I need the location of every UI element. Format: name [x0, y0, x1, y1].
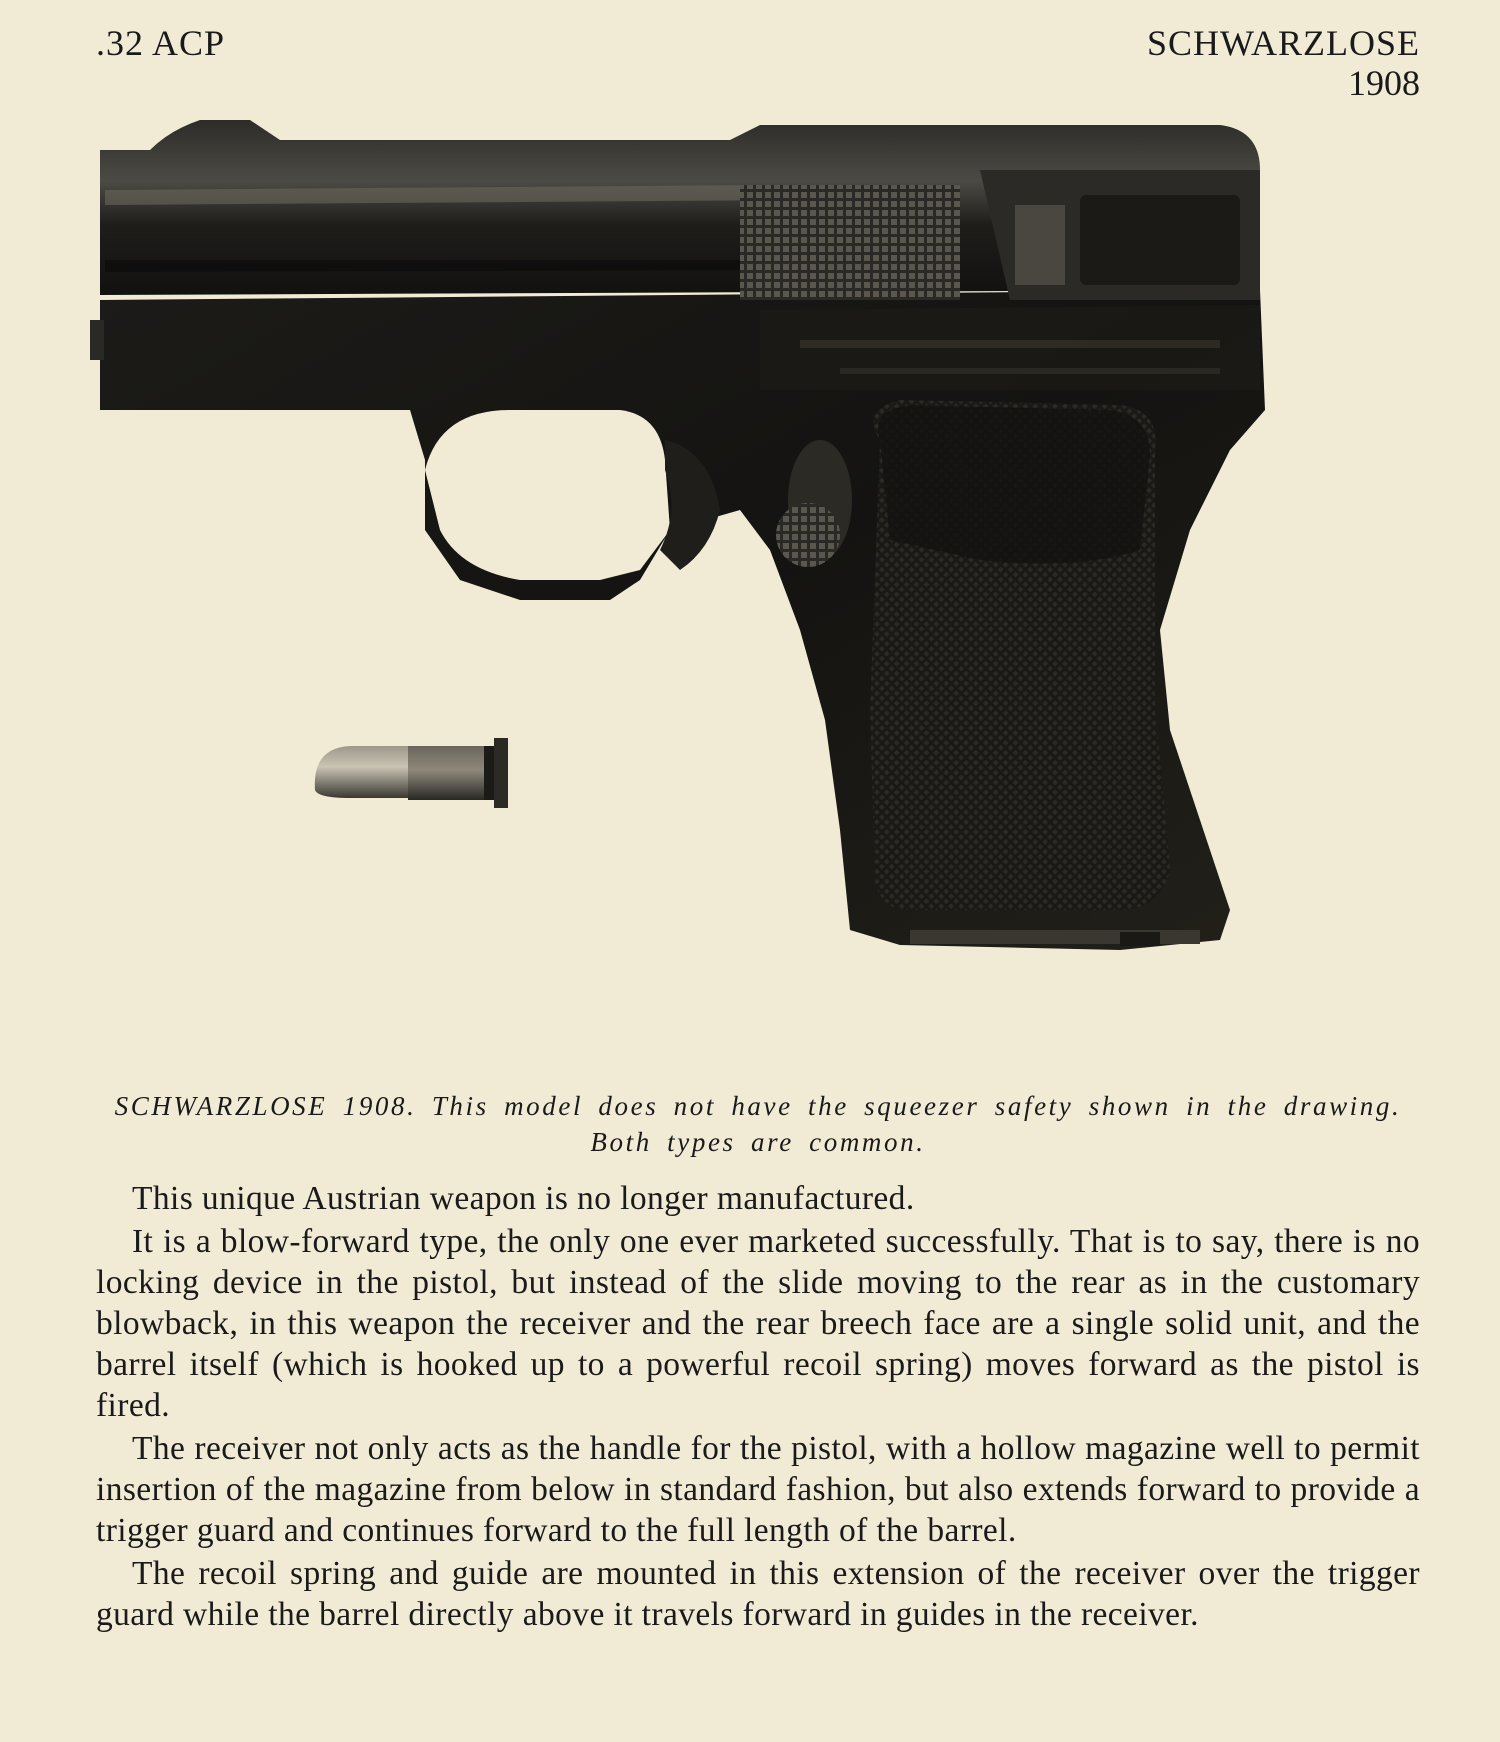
- paragraph: The receiver not only acts as the handle for the pistol, with a hollow magazine well to permit insertion of the magazine from below in standard fashion, but also extends forward to provide a trigger guard and continues forward to the full length of the barrel.: [96, 1430, 1420, 1549]
- paragraph: It is a blow-forward type, the only one ever marketed successfully. That is to say, there is no locking device in the pistol, but instead of the slide moving to the rear as in the customary blowback, in this weapon the receiver and the rear breech face are a single solid unit, and the barrel itself (which is hooked up to a powerful recoil spring) moves forward as the pistol is fired.: [96, 1223, 1420, 1424]
- trigger-guard-opening: [425, 410, 670, 580]
- slide-checkering: [740, 185, 960, 300]
- figure-caption: SCHWARZLOSE 1908. This model does not have the squeezer safety shown in the drawing. Both types are common.: [114, 1091, 1402, 1157]
- takedown-knob: [776, 503, 840, 567]
- cartridge: [315, 738, 508, 808]
- paragraph: This unique Austrian weapon is no longer manufactured.: [132, 1180, 915, 1217]
- caliber-heading: .32 ACP: [96, 23, 226, 63]
- year-heading: 1908: [1348, 63, 1420, 103]
- pistol-photo: [80, 110, 1440, 1070]
- body-text: [96, 1178, 1420, 1635]
- make-heading: SCHWARZLOSE: [1146, 23, 1420, 63]
- paragraph: The recoil spring and guide are mounted in this extension of the receiver over the trigger guard while the barrel directly above it travels forward in guides in the receiver.: [96, 1555, 1420, 1633]
